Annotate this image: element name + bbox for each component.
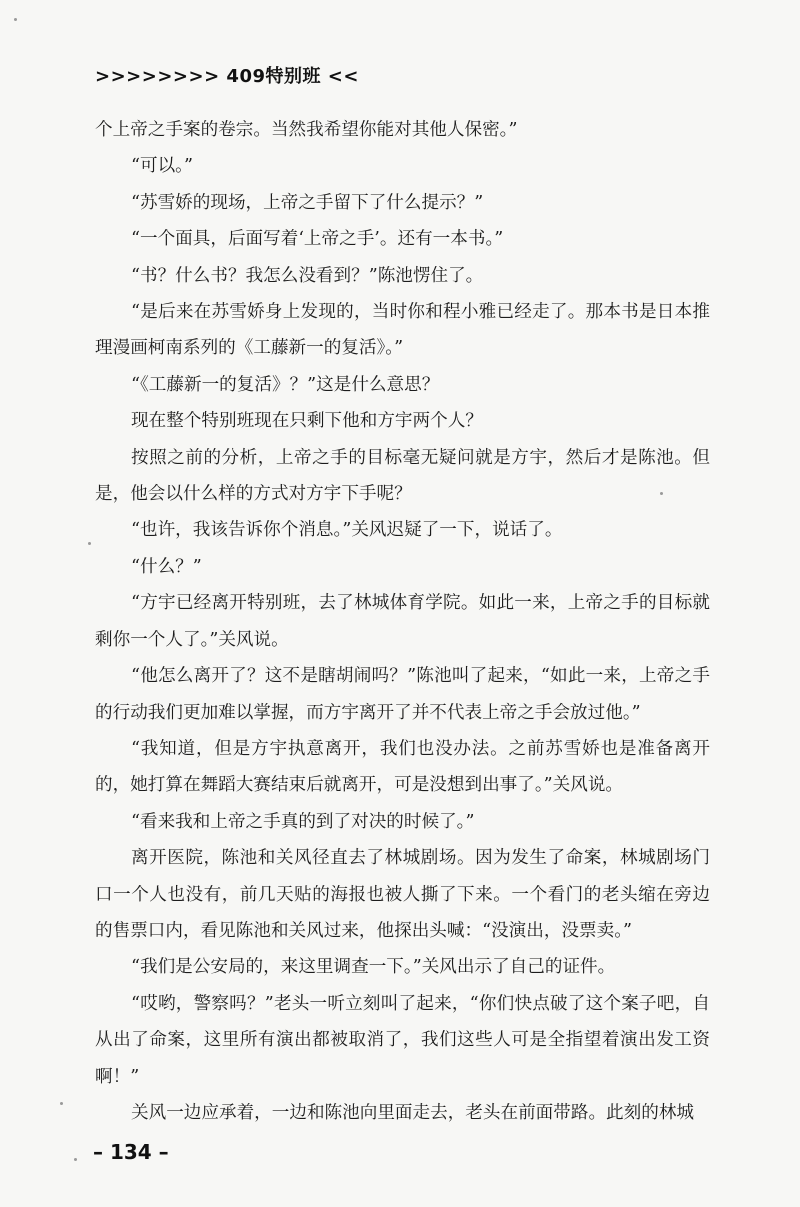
paragraph: 关风一边应承着，一边和陈池向里面走去，老头在前面带路。此刻的林城 [131,1102,695,1123]
paragraph: “书？什么书？我怎么没看到？”陈池愣住了。 [131,265,484,286]
page-number: – 134 – [93,1140,169,1164]
scan-speck [74,1158,77,1161]
paragraph: 个上帝之手案的卷宗。当然我希望你能对其他人保密。” [95,120,518,140]
paragraph: “我们是公安局的，来这里调查一下。”关风出示了自己的证件。 [131,957,616,978]
scan-speck [14,18,17,21]
paragraph: “苏雪娇的现场，上帝之手留下了什么提示？” [131,192,484,213]
paragraph: “一个面具，后面写着‘上帝之手’。还有一本书。” [131,229,504,250]
scan-speck [88,542,91,545]
running-header: >>>>>>>> 409特别班 << [95,66,359,87]
paragraph: “我知道，但是方宇执意离开，我们也没办法。之前苏雪娇也是准备离开的，她打算在舞蹈大赛结束后就离开，可是没想到出事了。”关风说。 [95,738,710,796]
paragraph: “可以。” [131,156,193,177]
paragraph: “什么？” [131,556,202,577]
paragraph: “也许，我该告诉你个消息。”关风迟疑了一下，说话了。 [131,520,563,541]
page-body [95,112,710,1131]
scan-speck [660,492,663,495]
paragraph: “哎哟，警察吗？”老头一听立刻叫了起来，“你们快点破了这个案子吧，自从出了命案，这里所有演出都被取消了，我们这些人可是全指望着演出发工资啊！” [95,993,710,1087]
paragraph: “他怎么离开了？这不是瞎胡闹吗？”陈池叫了起来，“如此一来，上帝之手的行动我们更加难以掌握，而方宇离开了并不代表上帝之手会放过他。” [95,666,710,723]
paragraph: 现在整个特别班现在只剩下他和方宇两个人？ [131,411,483,432]
paragraph: 按照之前的分析，上帝之手的目标毫无疑问就是方宇，然后才是陈池。但是，他会以什么样的方式对方宇下手呢？ [95,447,710,505]
paragraph: 离开医院，陈池和关风径直去了林城剧场。因为发生了命案，林城剧场门口一个人也没有，前几天贴的海报也被人撕了下来。一个看门的老头缩在旁边的售票口内，看见陈池和关风过来，他探出头喊：“没演出，没票卖。” [95,848,710,941]
scan-speck [60,1102,63,1105]
paragraph: “看来我和上帝之手真的到了对决的时候了。” [131,811,475,832]
paragraph: “是后来在苏雪娇身上发现的，当时你和程小雅已经走了。那本书是日本推理漫画柯南系列的《工藤新一的复活》。” [95,302,710,359]
paragraph: “方宇已经离开特别班，去了林城体育学院。如此一来，上帝之手的目标就剩你一个人了。”关风说。 [95,593,710,650]
paragraph: “《工藤新一的复活》？”这是什么意思？ [131,374,440,395]
